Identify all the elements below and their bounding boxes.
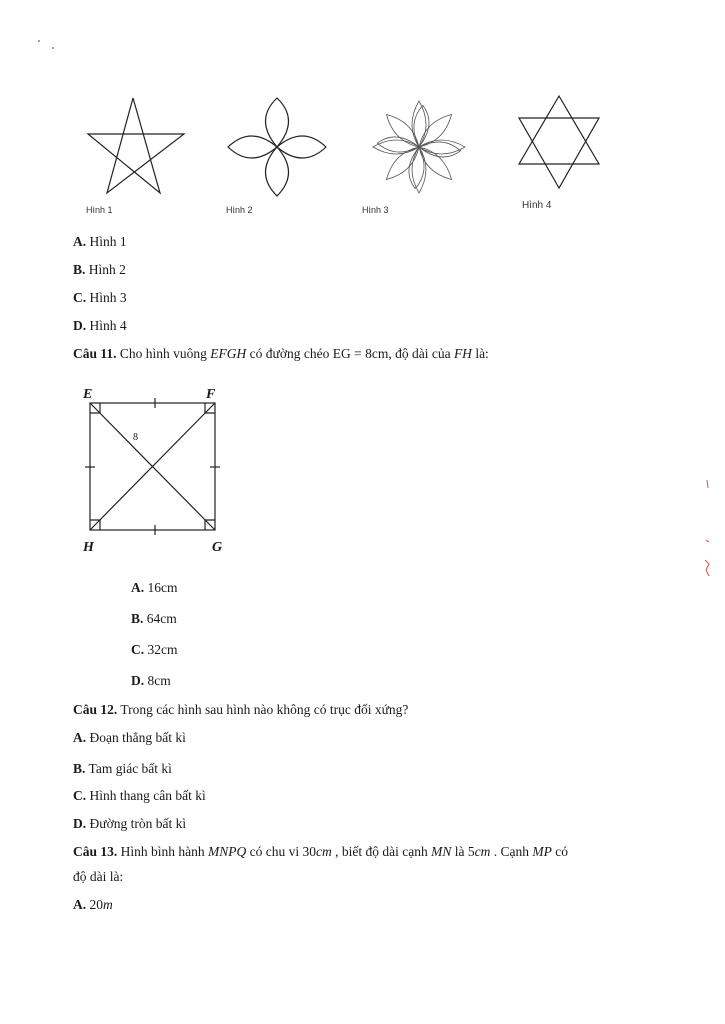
math-expression: EG = 8cm bbox=[332, 346, 389, 361]
option-letter: D. bbox=[73, 816, 87, 831]
hexagram-icon bbox=[515, 94, 605, 194]
q10-option-a bbox=[73, 234, 127, 250]
math-var: MN bbox=[431, 844, 452, 859]
option-text: Đoạn thẳng bất kì bbox=[89, 730, 186, 745]
q13-option-a bbox=[73, 897, 113, 913]
question-label: Câu 12. bbox=[73, 702, 118, 717]
option-letter: B. bbox=[131, 611, 144, 626]
question-text: . Cạnh bbox=[490, 844, 533, 859]
option-letter: B. bbox=[73, 761, 86, 776]
q11-option-d bbox=[131, 673, 171, 689]
q11-question bbox=[73, 346, 489, 362]
option-text: 8cm bbox=[147, 673, 171, 688]
question-text: là: bbox=[471, 346, 489, 361]
option-letter: A. bbox=[73, 234, 87, 249]
diagonal-length-label: 8 bbox=[133, 432, 138, 443]
math-unit: cm bbox=[316, 844, 332, 859]
question-text: là bbox=[451, 844, 468, 859]
question-text: có đường chéo bbox=[246, 346, 333, 361]
question-text: có chu vi bbox=[246, 844, 303, 859]
math-var: MP bbox=[532, 844, 552, 859]
scan-speck bbox=[38, 40, 40, 42]
q11-option-a bbox=[131, 580, 178, 596]
question-text: Hình bình hành bbox=[117, 844, 209, 859]
option-text: Hình 1 bbox=[89, 234, 127, 249]
option-letter: D. bbox=[131, 673, 145, 688]
question-text: Cho hình vuông bbox=[119, 346, 211, 361]
math-number: 30 bbox=[302, 844, 317, 859]
option-letter: C. bbox=[131, 642, 145, 657]
figure-caption-3: Hình 3 bbox=[362, 205, 389, 215]
q12-option-b bbox=[73, 761, 172, 777]
option-text: 16cm bbox=[147, 580, 178, 595]
option-text: Hình 4 bbox=[89, 318, 127, 333]
q10-option-d bbox=[73, 318, 127, 334]
option-unit: m bbox=[103, 897, 113, 912]
q11-option-c bbox=[131, 642, 178, 658]
math-var: EFGH bbox=[210, 346, 247, 361]
question-label: Câu 11. bbox=[73, 346, 117, 361]
math-var: MNPQ bbox=[208, 844, 247, 859]
q12-question bbox=[73, 702, 408, 718]
option-number: 20 bbox=[89, 897, 103, 912]
option-text: Hình 2 bbox=[88, 262, 126, 277]
option-letter: D. bbox=[73, 318, 87, 333]
math-var: FH bbox=[453, 346, 472, 361]
question-text: Trong các hình sau hình nào không có trục đối xứng? bbox=[117, 702, 409, 717]
option-letter: A. bbox=[73, 897, 87, 912]
vertex-label-g: G bbox=[212, 540, 223, 555]
scan-mark bbox=[700, 480, 714, 580]
option-text: 32cm bbox=[147, 642, 178, 657]
figure-caption-1: Hình 1 bbox=[86, 205, 113, 215]
option-text: Hình thang cân bất kì bbox=[89, 788, 206, 803]
question-label: Câu 13. bbox=[73, 844, 118, 859]
option-text: Đường tròn bất kì bbox=[89, 816, 187, 831]
option-letter: B. bbox=[73, 262, 86, 277]
math-number: 5 bbox=[467, 844, 475, 859]
q10-option-c bbox=[73, 290, 127, 306]
option-letter: C. bbox=[73, 290, 87, 305]
math-unit: cm bbox=[474, 844, 491, 859]
vertex-label-e: E bbox=[83, 387, 93, 402]
option-letter: A. bbox=[131, 580, 145, 595]
question-text: , biết độ dài cạnh bbox=[331, 844, 432, 859]
option-text: Tam giác bất kì bbox=[88, 761, 172, 776]
option-text: Hình 3 bbox=[89, 290, 127, 305]
pentagram-icon bbox=[85, 94, 190, 199]
q12-option-c bbox=[73, 788, 206, 804]
four-petal-flower-icon bbox=[224, 95, 334, 200]
vertex-label-f: F bbox=[206, 387, 216, 402]
question-text: có bbox=[551, 844, 568, 859]
q11-option-b bbox=[131, 611, 177, 627]
option-text: 64cm bbox=[146, 611, 177, 626]
scan-speck bbox=[52, 47, 54, 49]
q13-question-line2: độ dài là: bbox=[73, 869, 124, 884]
q12-option-d bbox=[73, 816, 186, 832]
figure-caption-4: Hình 4 bbox=[522, 200, 552, 211]
figure-caption-2: Hình 2 bbox=[226, 205, 253, 215]
option-letter: A. bbox=[73, 730, 87, 745]
square-efgh-diagram bbox=[80, 385, 230, 560]
option-letter: C. bbox=[73, 788, 87, 803]
vertex-label-h: H bbox=[83, 540, 94, 555]
eight-petal-flower-icon bbox=[373, 95, 465, 200]
question-text: , độ dài của bbox=[388, 346, 454, 361]
q12-option-a bbox=[73, 730, 186, 746]
q10-option-b bbox=[73, 262, 126, 278]
q13-question bbox=[73, 844, 568, 860]
